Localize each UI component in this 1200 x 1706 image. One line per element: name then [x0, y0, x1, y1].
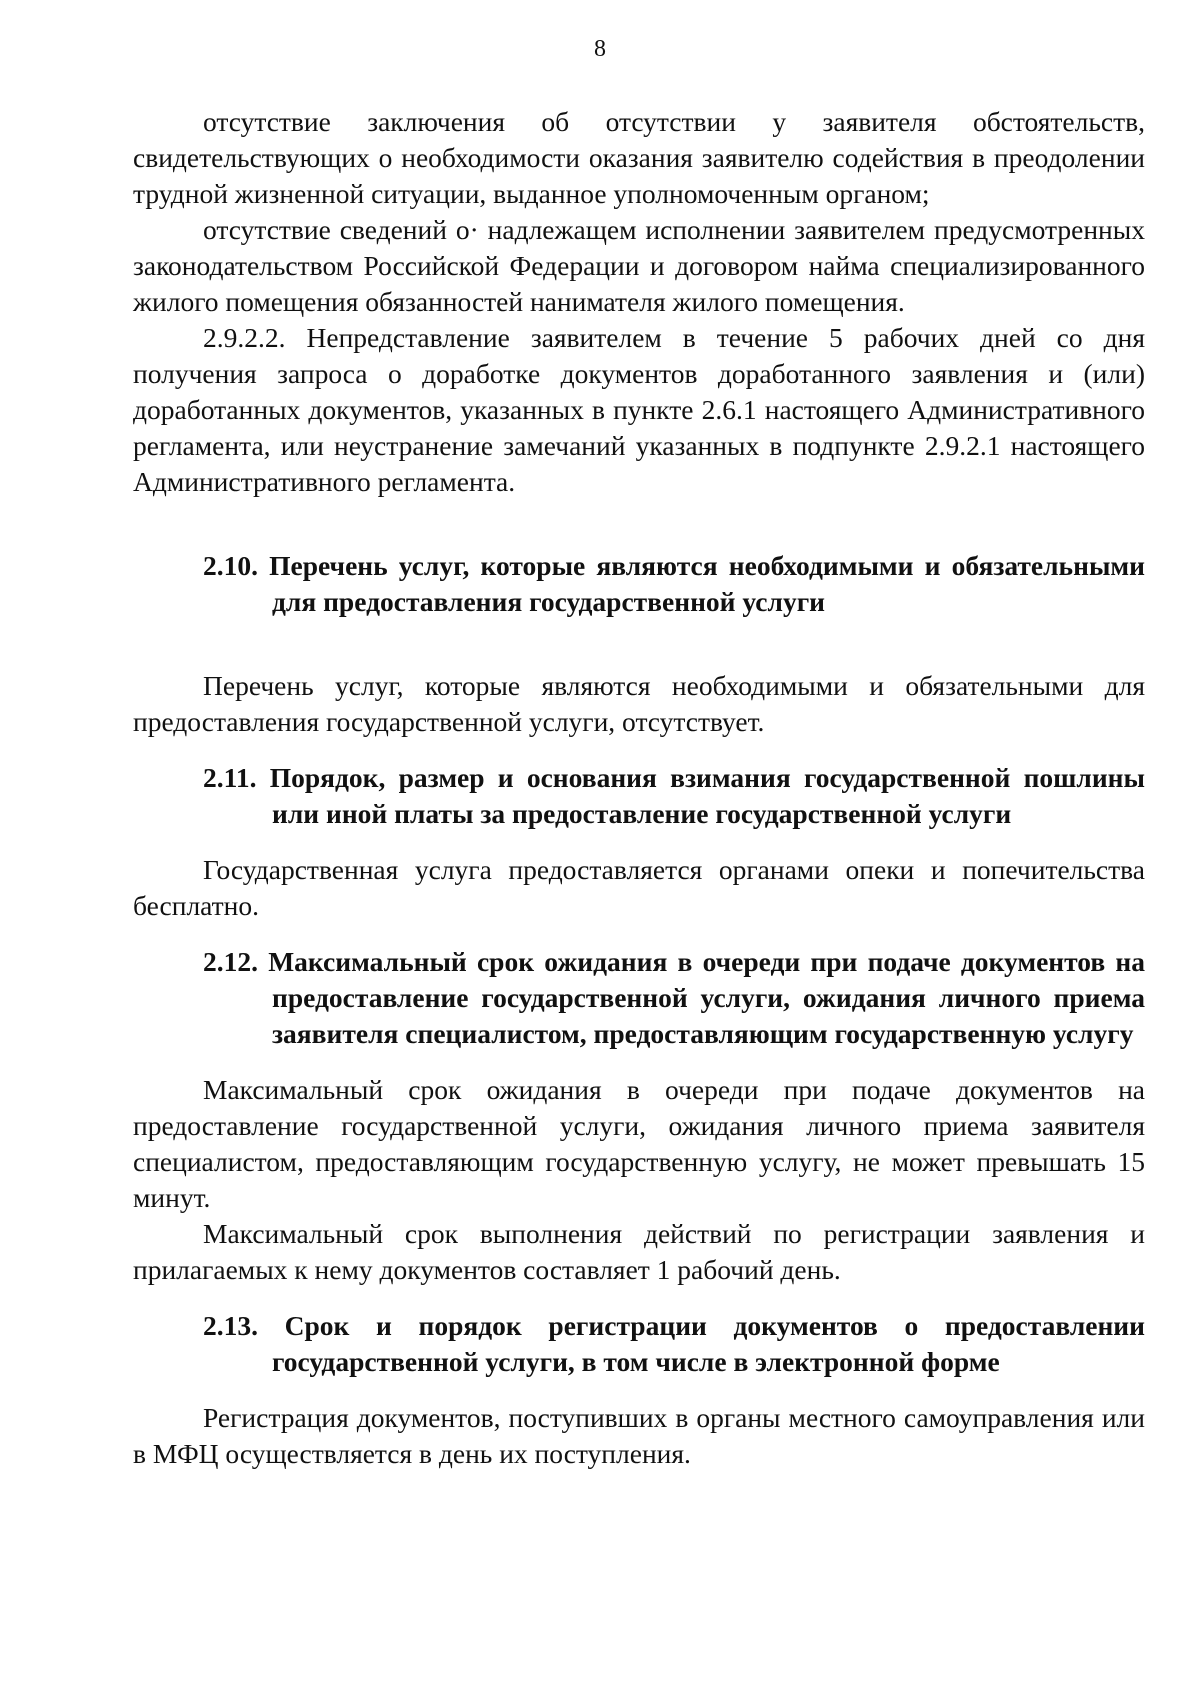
paragraph: Максимальный срок выполнения действий по регистрации заявления и прилагаемых к нему документов составляет 1 рабочий день.: [133, 1218, 1145, 1285]
page-number: 8: [594, 36, 606, 62]
paragraph: отсутствие сведений о· надлежащем исполнении заявителем предусмотренных законодательством Российской Федерации и договором найма специализированного жилого помещения обязанностей нанимателя жилого помещения.: [133, 214, 1145, 317]
section-heading-2-13: 2.13. Срок и порядок регистрации документов о предоставлении государственной услуги, в том числе в электронной форме: [203, 1310, 1145, 1377]
paragraph: отсутствие заключения об отсутствии у заявителя обстоятельств, свидетельствующих о необходимости оказания заявителю содействия в преодолении трудной жизненной ситуации, выданное уполномоченным органом;: [133, 106, 1145, 209]
paragraph: 2.9.2.2. Непредставление заявителем в течение 5 рабочих дней со дня получения запроса о доработке документов доработанного заявления и (или) доработанных документов, указанных в пункте 2.6.1 настоящего Административного регламента, или неустранение замечаний указанных в подпункте 2.9.2.1 настоящего Административного регламента.: [133, 322, 1145, 497]
paragraph: Максимальный срок ожидания в очереди при подаче документов на предоставление государственной услуги, ожидания личного приема заявителя специалистом, предоставляющим государственную услугу, не может превышать 15 минут.: [133, 1074, 1145, 1213]
section-heading-2-10: 2.10. Перечень услуг, которые являются необходимыми и обязательными для предоставления государственной услуги: [203, 550, 1145, 617]
paragraph: Перечень услуг, которые являются необходимыми и обязательными для предоставления государственной услуги, отсутствует.: [133, 670, 1145, 737]
section-heading-2-12: 2.12. Максимальный срок ожидания в очереди при подаче документов на предоставление государственной услуги, ожидания личного приема заявителя специалистом, предоставляющим государственную услугу: [203, 946, 1145, 1049]
section-heading-2-11: 2.11. Порядок, размер и основания взимания государственной пошлины или иной платы за предоставление государственной услуги: [203, 762, 1145, 829]
paragraph: Государственная услуга предоставляется органами опеки и попечительства бесплатно.: [133, 854, 1145, 921]
paragraph: Регистрация документов, поступивших в органы местного самоуправления или в МФЦ осуществляется в день их поступления.: [133, 1402, 1145, 1469]
document-body: [133, 104, 1145, 1472]
